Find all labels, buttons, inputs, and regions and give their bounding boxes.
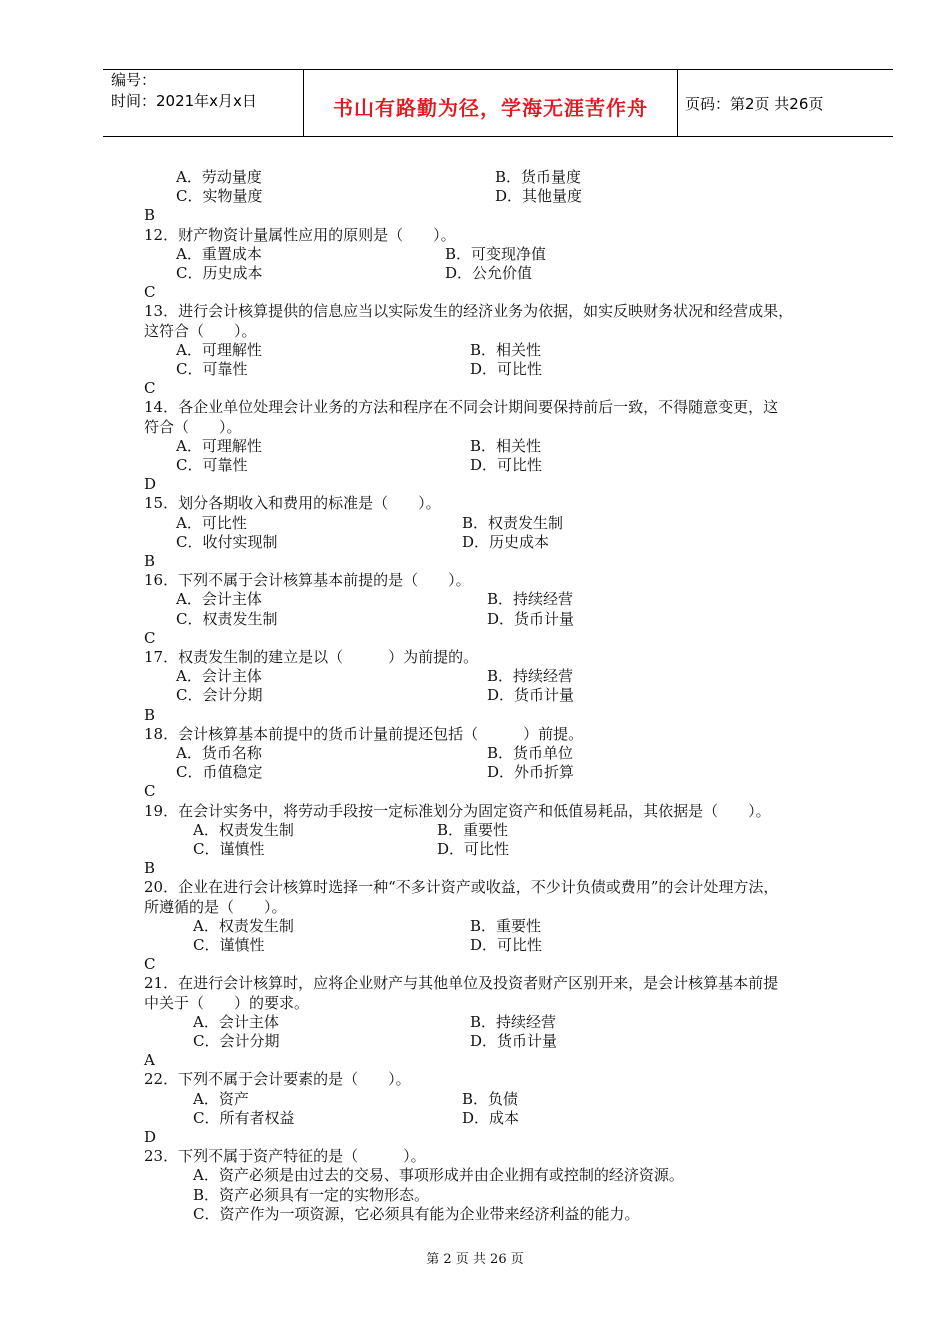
option-left: C．实物量度 xyxy=(176,187,263,206)
option-right: D．货币计量 xyxy=(487,609,575,628)
question-text: 13．进行会计核算提供的信息应当以实际发生的经济业务为依据，如实反映财务状况和经营成果， xyxy=(144,302,794,321)
option-right: B．负债 xyxy=(462,1089,519,1108)
option-right: D．其他量度 xyxy=(495,187,583,206)
header-left-block xyxy=(111,70,257,111)
question-text-continued: 这符合（ ）。 xyxy=(144,321,257,340)
answer-letter: A xyxy=(144,1051,155,1070)
option-left: C．历史成本 xyxy=(176,264,263,282)
option-left: A．会计主体 xyxy=(176,590,262,609)
question-text: 15．划分各期收入和费用的标准是（ ）。 xyxy=(144,494,441,513)
option-left: A．劳动量度 xyxy=(176,168,262,186)
option-line: C．资产作为一项资源，它必须具有能为企业带来经济利益的能力。 xyxy=(193,1204,640,1223)
question-text: 18．会计核算基本前提中的货币计量前提还包括（ ）前提。 xyxy=(144,724,584,743)
option-left: A．货币名称 xyxy=(176,744,262,762)
question-text-continued: 符合（ ）。 xyxy=(144,417,242,436)
option-right: D．可比性 xyxy=(470,936,543,954)
page-footer: 第 2 页 共 26 页 xyxy=(426,1252,524,1267)
question-text: 17．权责发生制的建立是以（ ）为前提的。 xyxy=(144,648,479,666)
option-right: B．重要性 xyxy=(437,820,509,839)
header-bottom-rule xyxy=(103,136,893,137)
option-left: A．会计主体 xyxy=(193,1012,279,1031)
question-text: 21．在进行会计核算时，应将企业财产与其他单位及投资者财产区别开来，是会计核算基本前提 xyxy=(144,974,779,993)
header-page-label: 页码：第2页 共26页 xyxy=(685,95,824,113)
option-left: C．所有者权益 xyxy=(193,1108,295,1127)
option-left: C．可靠性 xyxy=(176,360,248,378)
option-left: A．重置成本 xyxy=(176,244,262,263)
option-left: A．可理解性 xyxy=(176,340,262,359)
option-left: A．可理解性 xyxy=(176,436,262,455)
option-left: A．可比性 xyxy=(176,513,247,532)
answer-letter: C xyxy=(144,379,156,398)
option-right: B．相关性 xyxy=(470,436,542,455)
question-text: 22．下列不属于会计要素的是（ ）。 xyxy=(144,1070,411,1089)
question-text-continued: 所遵循的是（ ）。 xyxy=(144,897,287,916)
option-right: D．外币折算 xyxy=(487,763,575,782)
option-left: C．会计分期 xyxy=(176,686,263,705)
option-right: B．重要性 xyxy=(470,916,542,935)
option-right: B．持续经营 xyxy=(487,667,574,686)
option-left: C．币值稳定 xyxy=(176,763,263,782)
question-text: 19．在会计实务中，将劳动手段按一定标准划分为固定资产和低值易耗品，其依据是（ ）。 xyxy=(144,801,771,820)
option-right: D．可比性 xyxy=(470,360,543,378)
answer-letter: B xyxy=(144,859,156,878)
header-motto: 书山有路勤为径，学海无涯苦作舟 xyxy=(333,96,648,120)
document-time-label: 时间：2021年x月x日 xyxy=(111,92,257,110)
option-left: A．会计主体 xyxy=(176,667,262,686)
option-left: C．收付实现制 xyxy=(176,532,278,551)
answer-letter: B xyxy=(144,206,156,225)
answer-letter: B xyxy=(144,705,156,724)
answer-letter: B xyxy=(144,552,156,570)
option-right: B．可变现净值 xyxy=(445,244,547,263)
option-left: A．权责发生制 xyxy=(193,820,294,839)
option-right: D．历史成本 xyxy=(462,532,550,551)
option-right: D．成本 xyxy=(462,1108,520,1127)
answer-letter: C xyxy=(144,782,156,801)
option-right: B．权责发生制 xyxy=(462,513,564,532)
option-left: A．权责发生制 xyxy=(193,916,294,935)
question-text: 23．下列不属于资产特征的是（ ）。 xyxy=(144,1147,426,1166)
answer-letter: C xyxy=(144,955,156,974)
option-line: B．资产必须具有一定的实物形态。 xyxy=(193,1185,430,1204)
question-text: 16．下列不属于会计核算基本前提的是（ ）。 xyxy=(144,571,471,590)
question-text-continued: 中关于（ ）的要求。 xyxy=(144,993,310,1012)
question-text: 14．各企业单位处理会计业务的方法和程序在不同会计期间要保持前后一致，不得随意变更，这 xyxy=(144,398,779,417)
question-text: 12．财产物资计量属性应用的原则是（ ）。 xyxy=(144,225,456,244)
option-line: A．资产必须是由过去的交易、事项形成并由企业拥有或控制的经济资源。 xyxy=(193,1166,684,1185)
answer-letter: D xyxy=(144,1128,157,1146)
option-right: B．货币单位 xyxy=(487,744,574,762)
question-text: 20．企业在进行会计核算时选择一种“不多计资产或收益，不少计负债或费用”的会计处理方法， xyxy=(144,878,779,897)
option-right: D．可比性 xyxy=(470,456,543,474)
option-right: B．相关性 xyxy=(470,340,542,359)
option-left: C．谨慎性 xyxy=(193,840,265,858)
option-right: D．可比性 xyxy=(437,840,510,858)
option-left: C．权责发生制 xyxy=(176,609,278,628)
option-right: D．货币计量 xyxy=(487,686,575,705)
option-right: B．持续经营 xyxy=(470,1012,557,1031)
option-right: D．货币计量 xyxy=(470,1032,558,1050)
answer-letter: C xyxy=(144,283,156,302)
answer-letter: D xyxy=(144,475,157,494)
option-left: A．资产 xyxy=(193,1089,249,1108)
option-left: C．会计分期 xyxy=(193,1032,280,1050)
document-number-label: 编号： xyxy=(111,71,157,89)
option-left: C．谨慎性 xyxy=(193,936,265,954)
option-left: C．可靠性 xyxy=(176,456,248,474)
option-right: B．持续经营 xyxy=(487,590,574,609)
option-right: D．公允价值 xyxy=(445,264,533,282)
option-right: B．货币量度 xyxy=(495,168,582,186)
header-divider-right xyxy=(677,69,678,136)
answer-letter: C xyxy=(144,628,156,647)
